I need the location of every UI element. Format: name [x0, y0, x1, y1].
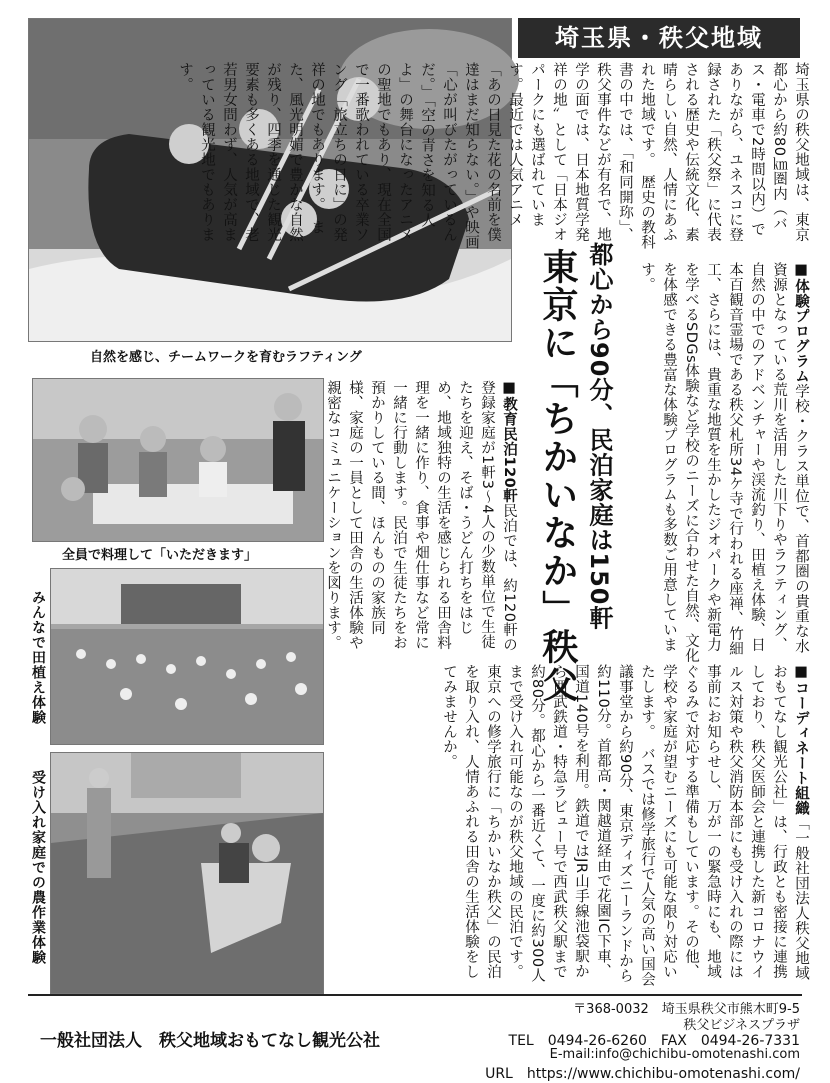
coordinate-text: 「一般社団法人秩父地域おもてなし観光公社」は、行政とも密接に連携しており、秩父医師会と連携した新コロナウイルス対策や秩父消防本部にも受け入れの際には事前にお知らせし、万が一の緊急時にも、地域ぐるみで対応する準備もしています。その他、学校や家庭が望むニーズにも可能な限り対応いたします。 バスでは修学旅行で人気の高い国会議事堂から約90分、東京ディズニーランドから約110分。首都高・関越道経由で花園IC下車、国道140号を利用。鉄道ではJR山手線池袋駅から西武鉄道・特急ラビュー号で西武秩父駅まで約80分。都心から一番近くて、一度に約300人まで受け入れ可能なのが秩父地域の民泊です。 東京への修学旅行に「ちかいなか秩父」の民泊を取り入れ、人情あふれる田舎の生活体験をしてみませんか。 [441, 664, 809, 987]
coordinate-heading: ■コーディネート組織 [793, 664, 809, 816]
footer-building: 秩父ビジネスプラザ [683, 1018, 800, 1033]
minpaku-heading: ■教育民泊120軒 [501, 380, 517, 504]
article-block-program [640, 262, 812, 664]
farm-work-photo [50, 752, 324, 994]
farm-work-caption: 受け入れ家庭での農作業体験 [30, 770, 46, 965]
footer-address: 〒368-0032 埼玉県秩父市熊木町9-5 [573, 1002, 800, 1017]
minpaku-text: 民泊では、約120軒の登録家庭が1軒3〜4人の少数単位で生徒たちを迎え、そば・うどん打ちをはじめ、地域独特の生活を感じられる田舎料理を一緒に作り、食事や畑仕事など常に一緒に行動します。民泊で生徒たちをお預かりしている間、ほんものの家族同様、家庭の一員として田舎の生活体験や親密なコミュニケーションを図ります。 [325, 380, 517, 653]
cooking-caption: 全員で料理して「いただきます」 [62, 548, 258, 563]
article-block-coordinate [330, 664, 812, 990]
headline-sub: 都心から90分、民泊家庭は150軒 [585, 242, 613, 631]
footer-divider [28, 994, 802, 996]
cooking-photo [32, 378, 324, 542]
program-text: 学校・クラス単位で、首都圏の貴重な水資源となっている荒川を活用した川下りやラフティング、自然の中でのアドベンチャーや渓流釣り、田植え体験、日本百観音霊場である秩父札所34ケ寺で行われる座禅、竹細工、さらには、貴重な地質を生かしたジオパークや新電力を学べるSDGs体験など学校のニーズに合わせた自然、文化を体感できる豊富な体験プログラムも多数ご用意しています。 [639, 262, 809, 664]
rice-planting-photo [50, 568, 324, 745]
article-block-minpaku [325, 380, 520, 660]
rafting-caption: 自然を感じ、チームワークを育むラフティング [90, 350, 362, 365]
footer-url[interactable]: URL https://www.chichibu-omotenashi.com/ [485, 1066, 800, 1082]
organization-name: 一般社団法人 秩父地域おもてなし観光公社 [40, 1031, 380, 1051]
region-title: 埼玉県・秩父地域 [518, 18, 800, 58]
headline-main: 東京に「ちかいなか」秩父 [537, 248, 578, 704]
footer-email[interactable]: E-mail:info@chichibu-omotenashi.com [549, 1047, 800, 1062]
article-block-intro: 埼玉県の秩父地域は、東京都心から約80㎞圏内（バス・電車で2時間以内）でありながら、ユネスコに登録された「秩父祭」に代表される歴史や伝統文化、素晴らしい自然、人情にあふれた地域です。 歴史の教科書の中では、「和同開珎」、秩父事件などが有名で、地学の面では、日本地質学発祥の地〟として「日本ジオパークにも選ばれています。最近では人気アニメ「あの日見た花の名前を僕達はまだ知らない。」や映画「心が叫びたがっているんだ。」「空の青さを知る人よ」の舞台になったアニメの聖地でもあり、現在全国で一番歌われている卒業ソング「旅立ちの日に」の発祥の地でもあります。 また、風光明媚で豊かな自然が残り、四季を通じた観光要素も多くある地域で、老若男女問わず、人気が高まっている観光地でもあります。 [177, 62, 809, 250]
footer-tel-fax: TEL 0494-26-6260 FAX 0494-26-7331 [508, 1033, 800, 1049]
rice-planting-caption: みんなで田植え体験 [30, 590, 46, 725]
program-heading: ■体験プログラム [793, 262, 809, 384]
